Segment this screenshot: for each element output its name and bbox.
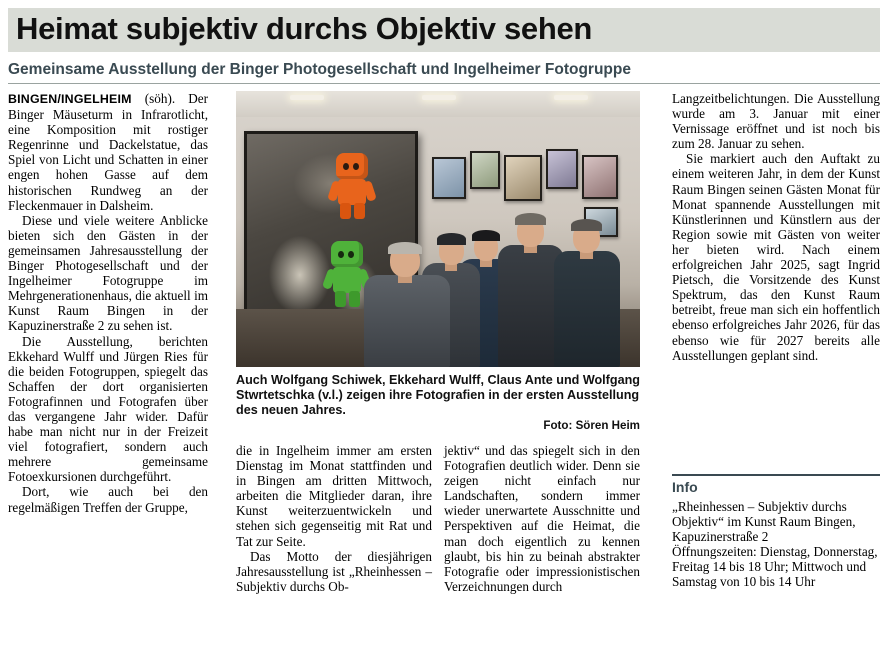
wall-frame (432, 157, 466, 199)
lead-paragraph (8, 91, 208, 213)
headline-band (8, 8, 880, 52)
col2-para-2: Das Motto der diesjährigen Jahresausstellung ist „Rheinhessen – Subjektiv durchs Ob- (236, 548, 432, 594)
ceiling-light-icon (554, 95, 588, 100)
subhead-band (8, 58, 880, 84)
person-1 (554, 211, 620, 367)
wall-frame (470, 151, 500, 189)
article-column-3 (444, 443, 640, 594)
col1-para-1: Der Binger Mäuseturm in Infrarotlicht, eine Komposition mit rostiger Regenrinne und Dackelstatue, das Spiel von Licht und Schatten in einer engen hohen Gasse auf dem historischen Rundweg an der Fleckenmauer in Dalsheim. (8, 91, 209, 213)
photo-credit-row (236, 419, 640, 434)
info-line-1: „Rheinhessen – Subjektiv durchs Objektiv“ im Kunst Raum Bingen, Kapuzinerstraße 2 (672, 499, 856, 545)
newspaper-page (0, 8, 888, 672)
person-foreground (364, 247, 450, 367)
wall-frame (504, 155, 542, 201)
page-title: Heimat subjektiv durchs Objektiv sehen (16, 11, 593, 46)
col3-para-1: jektiv“ und das spiegelt sich in den Fotografien deutlich wider. Denn sie zeigen nicht einfach nur Landschaften, sondern immer wieder unerwartete Ausschnitte und Perspektiven auf die Heimat, die man doch eigentlich zu kennen glaubt, bis hin zu beinah abstrakter Fotografie oder impressionistischen Verzeichnungen durch (444, 443, 640, 594)
info-line-2: Öffnungszeiten: Dienstag, Donnerstag, Freitag 14 bis 18 Uhr; Mittwoch und Samstag von 10 bis 14 Uhr (672, 544, 878, 590)
page-subtitle: Gemeinsame Ausstellung der Binger Photogesellschaft und Ingelheimer Fotogruppe (8, 61, 631, 78)
info-box-body (672, 499, 880, 590)
article-column-1 (8, 91, 208, 515)
col2-para-1: die in Ingelheim immer am ersten Dienstag im Monat stattfinden und in Bingen am dritten Mittwoch, arbeiten die Mitglieder daran, ihre Kunst weiterzuentwickeln und stehen sich gegenseitig mit Rat und Tat zur Seite. (236, 443, 432, 549)
byline: (söh). (144, 91, 176, 106)
col1-para-2: Diese und viele weitere Anblicke bieten sich den Gästen in der gemeinsamen Jahresausstellung der Binger Photogesellschaft und der Ingelheimer Fotogruppe im Mehrgenerationenhaus, die aktuell im Kunst Raum Bingen in der Kapuzinerstraße 2 zu sehen ist. (8, 212, 208, 334)
ceiling-light-icon (290, 95, 324, 100)
ceiling-light-icon (422, 95, 456, 100)
col1-para-4: Dort, wie auch bei den regelmäßigen Treffen der Gruppe, (8, 484, 208, 515)
gallery-photo (236, 91, 640, 367)
article-body (8, 91, 880, 666)
photo-block (236, 91, 640, 434)
info-box (672, 474, 880, 590)
col1-para-3: Die Ausstellung, berichten Ekkehard Wulff und Jürgen Ries für die beiden Fotogruppen, spiegelt das Schaffen der dort organisierten Fotografinnen und Fotografen über das vergangene Jahr wider. Dafür habe man nicht nur in der Freizeit viel fotografiert, sondern auch mehrere gemeinsame Fotoexkursionen durchgeführt. (8, 333, 208, 485)
col4-para-1: Langzeitbelichtungen. Die Ausstellung wurde am 3. Januar mit einer Vernissage eröffnet und ist noch bis zum 28. Januar zu sehen. (672, 91, 880, 152)
article-column-2 (236, 443, 432, 594)
wall-frame (582, 155, 618, 199)
info-box-title: Info (672, 479, 698, 495)
wall-frame (546, 149, 578, 189)
photo-caption: Auch Wolfgang Schiwek, Ekkehard Wulff, Claus Ante und Wolfgang Stwrtetschka (v.l.) zeigen ihre Fotografien in der ersten Ausstellung des neuen Jahres. (236, 373, 640, 418)
dateline: BINGEN/INGELHEIM (8, 92, 132, 106)
orange-figure-icon (328, 153, 376, 219)
col4-para-2: Sie markiert auch den Auftakt zu einem weiteren Jahr, in dem der Kunst Raum Bingen seinen Gästen Monat für Monat spannende Ausstellungen mit Künstlerinnen und Künstlern aus der Region sowie mit Gästen von weiter her bieten wird. Nach einem erfolgreichen Jahr 2025, sagt Ingrid Pietsch, die Vorsitzende des Kunst Spektrum, das den Kunst Raum betreibt, freue man sich ein hoffentlich ebenso erfolgreiches Jahr 2026, für das ebenso wie für 2027 bereits alle Ausstellungen geplant sind. (672, 151, 880, 363)
photo-credit: Foto: Sören Heim (543, 418, 640, 432)
article-column-4 (672, 91, 880, 363)
